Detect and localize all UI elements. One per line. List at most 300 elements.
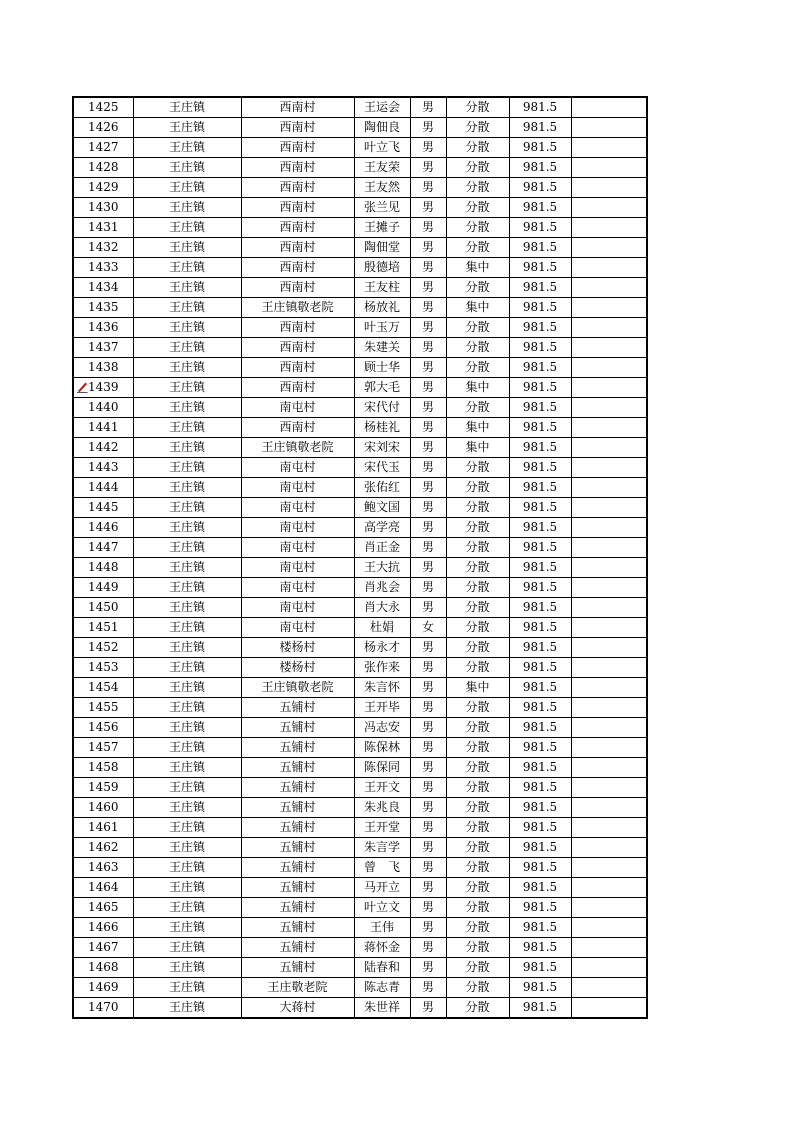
gender-cell: 女 — [410, 618, 446, 638]
care-type-cell: 分散 — [446, 718, 509, 738]
village-cell: 西南村 — [241, 338, 354, 358]
name-cell: 王摊子 — [354, 218, 410, 238]
name-cell: 王友荣 — [354, 158, 410, 178]
village-cell: 南屯村 — [241, 538, 354, 558]
village-cell: 王庄敬老院 — [241, 978, 354, 998]
gender-cell: 男 — [410, 438, 446, 458]
note-cell — [571, 158, 647, 178]
note-cell — [571, 978, 647, 998]
amount-cell: 981.5 — [509, 97, 571, 118]
village-cell: 西南村 — [241, 238, 354, 258]
note-cell — [571, 438, 647, 458]
town-cell: 王庄镇 — [133, 538, 241, 558]
care-type-cell: 分散 — [446, 918, 509, 938]
name-cell: 蒋怀金 — [354, 938, 410, 958]
gender-cell: 男 — [410, 678, 446, 698]
gender-cell: 男 — [410, 718, 446, 738]
amount-cell: 981.5 — [509, 698, 571, 718]
edit-pencil-icon — [76, 381, 88, 393]
note-cell — [571, 178, 647, 198]
name-cell: 朱世祥 — [354, 998, 410, 1019]
gender-cell: 男 — [410, 898, 446, 918]
table-row — [73, 558, 647, 578]
note-cell — [571, 518, 647, 538]
town-cell: 王庄镇 — [133, 178, 241, 198]
care-type-cell: 分散 — [446, 758, 509, 778]
town-cell: 王庄镇 — [133, 938, 241, 958]
row-id-cell: 1470 — [73, 998, 133, 1019]
village-cell: 西南村 — [241, 418, 354, 438]
care-type-cell: 集中 — [446, 258, 509, 278]
gender-cell: 男 — [410, 158, 446, 178]
table-row — [73, 918, 647, 938]
town-cell: 王庄镇 — [133, 97, 241, 118]
village-cell: 五铺村 — [241, 778, 354, 798]
care-type-cell: 分散 — [446, 498, 509, 518]
town-cell: 王庄镇 — [133, 618, 241, 638]
town-cell: 王庄镇 — [133, 738, 241, 758]
table-row — [73, 978, 647, 998]
gender-cell: 男 — [410, 218, 446, 238]
town-cell: 王庄镇 — [133, 158, 241, 178]
amount-cell: 981.5 — [509, 958, 571, 978]
amount-cell: 981.5 — [509, 318, 571, 338]
amount-cell: 981.5 — [509, 718, 571, 738]
amount-cell: 981.5 — [509, 578, 571, 598]
care-type-cell: 分散 — [446, 198, 509, 218]
care-type-cell: 集中 — [446, 438, 509, 458]
table-row — [73, 438, 647, 458]
name-cell: 宋刘宋 — [354, 438, 410, 458]
village-cell: 南屯村 — [241, 478, 354, 498]
village-cell: 西南村 — [241, 318, 354, 338]
gender-cell: 男 — [410, 538, 446, 558]
care-type-cell: 分散 — [446, 318, 509, 338]
note-cell — [571, 358, 647, 378]
care-type-cell: 集中 — [446, 678, 509, 698]
care-type-cell: 分散 — [446, 778, 509, 798]
town-cell: 王庄镇 — [133, 858, 241, 878]
amount-cell: 981.5 — [509, 878, 571, 898]
table-row — [73, 398, 647, 418]
village-cell: 南屯村 — [241, 398, 354, 418]
name-cell: 王开文 — [354, 778, 410, 798]
row-id-cell: 1465 — [73, 898, 133, 918]
village-cell: 西南村 — [241, 198, 354, 218]
table-row — [73, 258, 647, 278]
amount-cell: 981.5 — [509, 278, 571, 298]
name-cell: 王伟 — [354, 918, 410, 938]
note-cell — [571, 658, 647, 678]
amount-cell: 981.5 — [509, 138, 571, 158]
name-cell: 陈保林 — [354, 738, 410, 758]
care-type-cell: 分散 — [446, 638, 509, 658]
gender-cell: 男 — [410, 398, 446, 418]
name-cell: 陶佃良 — [354, 118, 410, 138]
amount-cell: 981.5 — [509, 998, 571, 1019]
village-cell: 五铺村 — [241, 738, 354, 758]
town-cell: 王庄镇 — [133, 518, 241, 538]
row-id-cell: 1455 — [73, 698, 133, 718]
village-cell: 五铺村 — [241, 958, 354, 978]
table-row — [73, 97, 647, 118]
table-row — [73, 358, 647, 378]
row-id-cell: 1459 — [73, 778, 133, 798]
amount-cell: 981.5 — [509, 838, 571, 858]
gender-cell: 男 — [410, 838, 446, 858]
table-row — [73, 878, 647, 898]
gender-cell: 男 — [410, 498, 446, 518]
row-id-cell: 1432 — [73, 238, 133, 258]
name-cell: 朱言学 — [354, 838, 410, 858]
name-cell: 王大抗 — [354, 558, 410, 578]
table-row — [73, 998, 647, 1019]
row-id-cell: 1458 — [73, 758, 133, 778]
town-cell: 王庄镇 — [133, 698, 241, 718]
note-cell — [571, 718, 647, 738]
care-type-cell: 分散 — [446, 358, 509, 378]
name-cell: 冯志安 — [354, 718, 410, 738]
village-cell: 南屯村 — [241, 498, 354, 518]
table-row — [73, 898, 647, 918]
note-cell — [571, 378, 647, 398]
village-cell: 南屯村 — [241, 518, 354, 538]
table-row — [73, 218, 647, 238]
name-cell: 殷德培 — [354, 258, 410, 278]
amount-cell: 981.5 — [509, 938, 571, 958]
note-cell — [571, 758, 647, 778]
note-cell — [571, 97, 647, 118]
row-id-cell: 1450 — [73, 598, 133, 618]
table-row — [73, 338, 647, 358]
note-cell — [571, 898, 647, 918]
row-id-cell: 1452 — [73, 638, 133, 658]
town-cell: 王庄镇 — [133, 978, 241, 998]
village-cell: 五铺村 — [241, 718, 354, 738]
gender-cell: 男 — [410, 578, 446, 598]
table-row — [73, 138, 647, 158]
town-cell: 王庄镇 — [133, 998, 241, 1019]
town-cell: 王庄镇 — [133, 338, 241, 358]
name-cell: 陈志青 — [354, 978, 410, 998]
name-cell: 陶佃堂 — [354, 238, 410, 258]
name-cell: 叶玉万 — [354, 318, 410, 338]
care-type-cell: 分散 — [446, 738, 509, 758]
note-cell — [571, 258, 647, 278]
care-type-cell: 集中 — [446, 418, 509, 438]
note-cell — [571, 138, 647, 158]
table-row — [73, 478, 647, 498]
name-cell: 杨放礼 — [354, 298, 410, 318]
town-cell: 王庄镇 — [133, 418, 241, 438]
gender-cell: 男 — [410, 978, 446, 998]
table-row — [73, 798, 647, 818]
table-row — [73, 498, 647, 518]
name-cell: 叶立飞 — [354, 138, 410, 158]
row-id-cell: 1464 — [73, 878, 133, 898]
village-cell: 西南村 — [241, 178, 354, 198]
amount-cell: 981.5 — [509, 778, 571, 798]
village-cell: 南屯村 — [241, 578, 354, 598]
amount-cell: 981.5 — [509, 658, 571, 678]
care-type-cell: 分散 — [446, 938, 509, 958]
village-cell: 五铺村 — [241, 918, 354, 938]
note-cell — [571, 398, 647, 418]
town-cell: 王庄镇 — [133, 598, 241, 618]
table-row — [73, 838, 647, 858]
note-cell — [571, 538, 647, 558]
gender-cell: 男 — [410, 478, 446, 498]
table-row — [73, 198, 647, 218]
table-row — [73, 378, 647, 398]
note-cell — [571, 778, 647, 798]
town-cell: 王庄镇 — [133, 238, 241, 258]
amount-cell: 981.5 — [509, 218, 571, 238]
gender-cell: 男 — [410, 138, 446, 158]
data-table — [72, 96, 648, 1019]
village-cell: 王庄镇敬老院 — [241, 438, 354, 458]
note-cell — [571, 578, 647, 598]
row-id-cell: 1449 — [73, 578, 133, 598]
gender-cell: 男 — [410, 658, 446, 678]
amount-cell: 981.5 — [509, 298, 571, 318]
amount-cell: 981.5 — [509, 558, 571, 578]
amount-cell: 981.5 — [509, 918, 571, 938]
row-id-cell: 1447 — [73, 538, 133, 558]
care-type-cell: 分散 — [446, 958, 509, 978]
town-cell: 王庄镇 — [133, 778, 241, 798]
village-cell: 西南村 — [241, 97, 354, 118]
village-cell: 西南村 — [241, 358, 354, 378]
village-cell: 五铺村 — [241, 938, 354, 958]
gender-cell: 男 — [410, 558, 446, 578]
name-cell: 杨永才 — [354, 638, 410, 658]
table-row — [73, 158, 647, 178]
table-row — [73, 698, 647, 718]
amount-cell: 981.5 — [509, 818, 571, 838]
amount-cell: 981.5 — [509, 978, 571, 998]
gender-cell: 男 — [410, 918, 446, 938]
gender-cell: 男 — [410, 458, 446, 478]
amount-cell: 981.5 — [509, 638, 571, 658]
amount-cell: 981.5 — [509, 678, 571, 698]
row-id-cell: 1453 — [73, 658, 133, 678]
row-id-cell: 1462 — [73, 838, 133, 858]
town-cell: 王庄镇 — [133, 378, 241, 398]
amount-cell: 981.5 — [509, 438, 571, 458]
care-type-cell: 集中 — [446, 298, 509, 318]
town-cell: 王庄镇 — [133, 478, 241, 498]
amount-cell: 981.5 — [509, 158, 571, 178]
amount-cell: 981.5 — [509, 398, 571, 418]
table-row — [73, 958, 647, 978]
name-cell: 马开立 — [354, 878, 410, 898]
row-id-cell: 1441 — [73, 418, 133, 438]
note-cell — [571, 338, 647, 358]
table-row — [73, 938, 647, 958]
note-cell — [571, 738, 647, 758]
care-type-cell: 分散 — [446, 138, 509, 158]
row-id-cell: 1433 — [73, 258, 133, 278]
name-cell: 王开毕 — [354, 698, 410, 718]
row-id-cell: 1461 — [73, 818, 133, 838]
amount-cell: 981.5 — [509, 538, 571, 558]
note-cell — [571, 698, 647, 718]
table-row — [73, 298, 647, 318]
name-cell: 郭大毛 — [354, 378, 410, 398]
care-type-cell: 分散 — [446, 158, 509, 178]
row-id-cell: 1430 — [73, 198, 133, 218]
village-cell: 西南村 — [241, 138, 354, 158]
table-row — [73, 678, 647, 698]
town-cell: 王庄镇 — [133, 138, 241, 158]
care-type-cell: 分散 — [446, 178, 509, 198]
note-cell — [571, 318, 647, 338]
gender-cell: 男 — [410, 698, 446, 718]
gender-cell: 男 — [410, 878, 446, 898]
town-cell: 王庄镇 — [133, 278, 241, 298]
table-row — [73, 538, 647, 558]
gender-cell: 男 — [410, 998, 446, 1019]
care-type-cell: 分散 — [446, 578, 509, 598]
care-type-cell: 分散 — [446, 878, 509, 898]
village-cell: 五铺村 — [241, 758, 354, 778]
amount-cell: 981.5 — [509, 358, 571, 378]
care-type-cell: 分散 — [446, 238, 509, 258]
town-cell: 王庄镇 — [133, 458, 241, 478]
village-cell: 王庄镇敬老院 — [241, 678, 354, 698]
village-cell: 西南村 — [241, 258, 354, 278]
note-cell — [571, 878, 647, 898]
care-type-cell: 分散 — [446, 698, 509, 718]
name-cell: 朱言怀 — [354, 678, 410, 698]
care-type-cell: 分散 — [446, 118, 509, 138]
town-cell: 王庄镇 — [133, 718, 241, 738]
name-cell: 肖大永 — [354, 598, 410, 618]
row-id-cell: 1436 — [73, 318, 133, 338]
village-cell: 五铺村 — [241, 818, 354, 838]
town-cell: 王庄镇 — [133, 558, 241, 578]
care-type-cell: 分散 — [446, 278, 509, 298]
row-id-cell: 1437 — [73, 338, 133, 358]
care-type-cell: 分散 — [446, 218, 509, 238]
town-cell: 王庄镇 — [133, 118, 241, 138]
table-row — [73, 818, 647, 838]
town-cell: 王庄镇 — [133, 298, 241, 318]
gender-cell: 男 — [410, 958, 446, 978]
care-type-cell: 集中 — [446, 378, 509, 398]
table-row — [73, 758, 647, 778]
table-row — [73, 418, 647, 438]
town-cell: 王庄镇 — [133, 438, 241, 458]
note-cell — [571, 558, 647, 578]
note-cell — [571, 918, 647, 938]
care-type-cell: 分散 — [446, 338, 509, 358]
town-cell: 王庄镇 — [133, 638, 241, 658]
note-cell — [571, 618, 647, 638]
amount-cell: 981.5 — [509, 858, 571, 878]
town-cell: 王庄镇 — [133, 798, 241, 818]
row-id-cell: 1440 — [73, 398, 133, 418]
gender-cell: 男 — [410, 298, 446, 318]
village-cell: 南屯村 — [241, 618, 354, 638]
town-cell: 王庄镇 — [133, 318, 241, 338]
gender-cell: 男 — [410, 818, 446, 838]
note-cell — [571, 278, 647, 298]
name-cell: 杨桂礼 — [354, 418, 410, 438]
row-id-cell: 1460 — [73, 798, 133, 818]
care-type-cell: 分散 — [446, 998, 509, 1019]
village-cell: 五铺村 — [241, 798, 354, 818]
town-cell: 王庄镇 — [133, 658, 241, 678]
amount-cell: 981.5 — [509, 458, 571, 478]
care-type-cell: 分散 — [446, 538, 509, 558]
gender-cell: 男 — [410, 858, 446, 878]
row-id-cell: 1444 — [73, 478, 133, 498]
amount-cell: 981.5 — [509, 198, 571, 218]
note-cell — [571, 998, 647, 1019]
name-cell: 宋代玉 — [354, 458, 410, 478]
amount-cell: 981.5 — [509, 498, 571, 518]
row-id-cell: 1442 — [73, 438, 133, 458]
name-cell: 张作来 — [354, 658, 410, 678]
name-cell: 叶立文 — [354, 898, 410, 918]
row-id-cell: 1454 — [73, 678, 133, 698]
care-type-cell: 分散 — [446, 658, 509, 678]
note-cell — [571, 418, 647, 438]
amount-cell: 981.5 — [509, 178, 571, 198]
gender-cell: 男 — [410, 758, 446, 778]
town-cell: 王庄镇 — [133, 258, 241, 278]
name-cell: 王友柱 — [354, 278, 410, 298]
amount-cell: 981.5 — [509, 518, 571, 538]
village-cell: 楼杨村 — [241, 658, 354, 678]
town-cell: 王庄镇 — [133, 398, 241, 418]
town-cell: 王庄镇 — [133, 838, 241, 858]
care-type-cell: 分散 — [446, 558, 509, 578]
name-cell: 陆春和 — [354, 958, 410, 978]
row-id-cell: 1457 — [73, 738, 133, 758]
town-cell: 王庄镇 — [133, 678, 241, 698]
table-row — [73, 738, 647, 758]
row-id-cell: 1425 — [73, 97, 133, 118]
gender-cell: 男 — [410, 258, 446, 278]
village-cell: 西南村 — [241, 118, 354, 138]
care-type-cell: 分散 — [446, 858, 509, 878]
amount-cell: 981.5 — [509, 738, 571, 758]
gender-cell: 男 — [410, 418, 446, 438]
amount-cell: 981.5 — [509, 758, 571, 778]
row-id-cell: 1463 — [73, 858, 133, 878]
row-id-cell: 1469 — [73, 978, 133, 998]
table-row — [73, 638, 647, 658]
row-id-cell: 1451 — [73, 618, 133, 638]
amount-cell: 981.5 — [509, 118, 571, 138]
note-cell — [571, 298, 647, 318]
note-cell — [571, 838, 647, 858]
care-type-cell: 分散 — [446, 818, 509, 838]
town-cell: 王庄镇 — [133, 758, 241, 778]
name-cell: 朱建关 — [354, 338, 410, 358]
gender-cell: 男 — [410, 118, 446, 138]
note-cell — [571, 638, 647, 658]
note-cell — [571, 478, 647, 498]
name-cell: 王运会 — [354, 97, 410, 118]
amount-cell: 981.5 — [509, 598, 571, 618]
town-cell: 王庄镇 — [133, 958, 241, 978]
village-cell: 南屯村 — [241, 558, 354, 578]
table-row — [73, 618, 647, 638]
